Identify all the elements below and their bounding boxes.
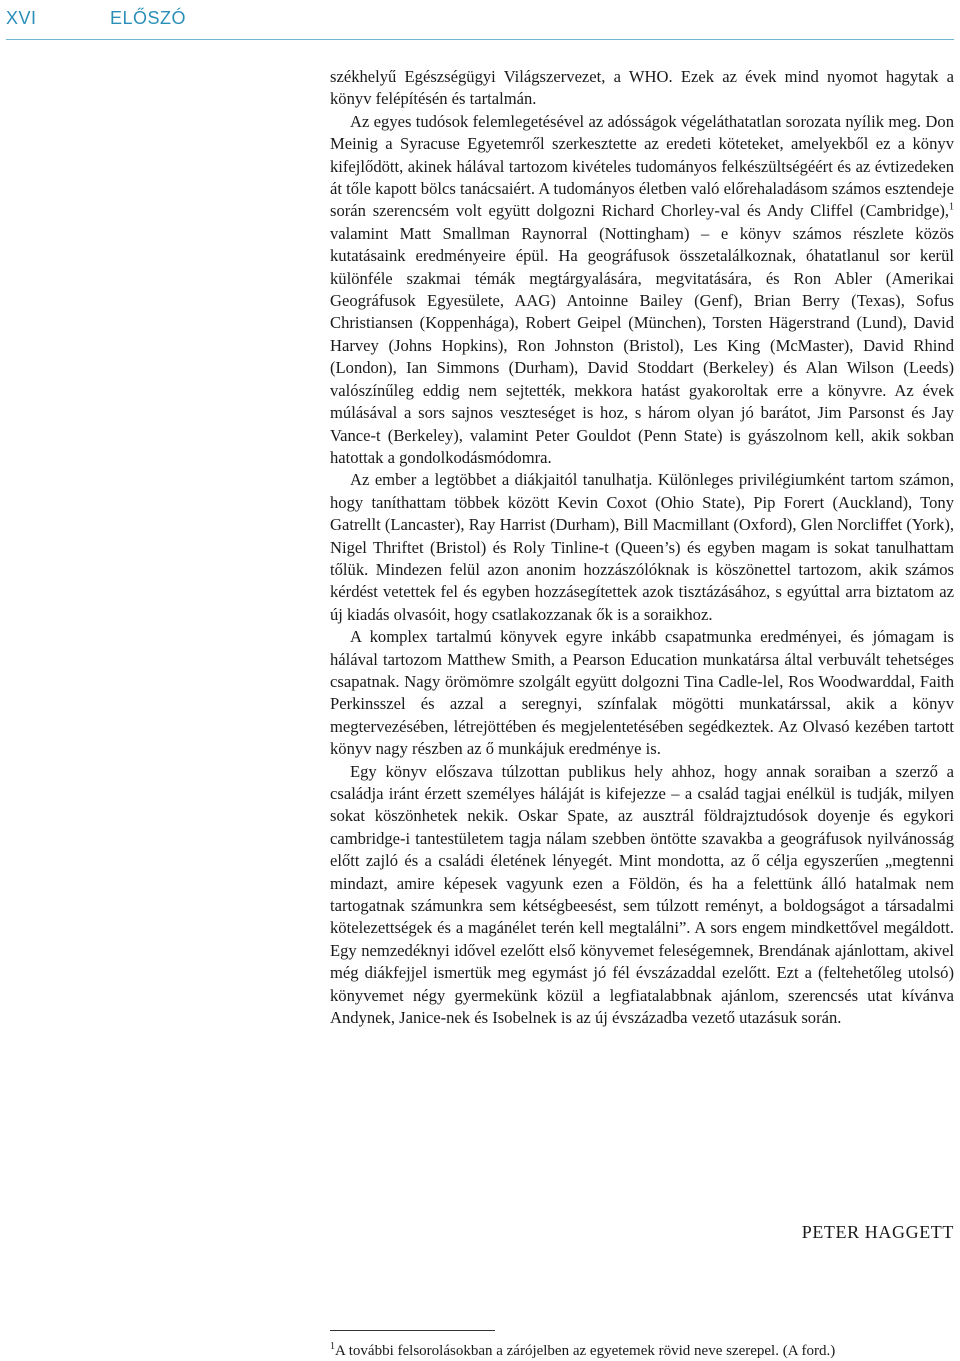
page-number: XVI (6, 8, 37, 28)
body-text (330, 66, 954, 1029)
footnote (330, 1337, 954, 1361)
paragraph-2-part-1: Az egyes tudósok felemlegetésével az adósságok végeláthatatlan sorozata nyílik meg. Don Meinig a Syracuse Egyetemről szerkesztette az eredeti köteteket, amelyekből ez a könyv kifejlődött, akinek hálával tartozom kivételes tudományos felkészültségéért és az évtizedeken át tőle kapott bölcs tanácsaiért. A tudományos életben való előrehaladásom számos esztendeje során szerencsém volt együtt dolgozni Richard Chorley-val és Andy Cliffel (Cambridge), (330, 111, 954, 221)
paragraph-2-part-2: valamint Matt Smallman Raynorral (Nottingham) – e könyv számos részlete közös kutatásaink eredményeire épül. Ha geográfusok összetalálkoznak, óhatatlanul sor kerül különféle szakmai témák megtárgyalására, megvitatására, és Ron Abler (Amerikai Geográfusok Egyesülete, AAG) Antoinne Bailey (Genf), Brian Berry (Texas), Sofus Christiansen (Koppenhága), Robert Geipel (München), Torsten Hägerstrand (Lund), David Harvey (Johns Hopkins), Ron Johnston (Bristol), Les King (McMaster), David Rhind (London), Ian Simmons (Durham), David Stoddart (Berkeley) és Alan Wilson (Leeds) valószínűleg eddig nem sejtették, mekkora hatást gyakoroltak erre a könyvre. Az évek múlásával a sors sajnos veszteséget is hoz, s három olyan jó barátot, Jim Parsonst és Jay Vance-t (Berkeley), valamint Peter Gouldot (Penn State) is gyászolnom kell, akik sokban hatottak a gondolkodásmódomra. (330, 223, 954, 467)
author-signature: PETER HAGGETT (801, 1222, 954, 1242)
paragraph-1: székhelyű Egészségügyi Világszervezet, a WHO. Ezek az évek mind nyomot hagytak a könyv felépítésén és tartalmán. (330, 67, 954, 109)
running-head (0, 8, 960, 40)
header-rule (6, 39, 954, 40)
footnote-marker: 1 (330, 1341, 335, 1352)
paragraph-3: Az ember a legtöbbet a diákjaitól tanulhatja. Különleges privilégiumként tartom számon, hogy taníthattam többek között Kevin Coxot (Ohio State), Pip Forert (Auckland), Tony Gatrellt (Lancaster), Ray Harrist (Durham), Bill Macmillant (Oxford), Glen Norcliffet (York), Nigel Thriftet (Bristol) és Roly Tinline-t (Queen’s) és egyben magam is sokat tanulhattam tőlük. Mindezen felül azon anonim hozzászólóknak is köszönettel tartozom, akik számos kérdést vetettek fel és egyben hozzásegítettek azok tisztázásához, s egyúttal arra biztatom az új kiadás olvasóit, hogy csatlakozzanak ők is a soraikhoz. (330, 470, 954, 624)
paragraph-2 (330, 111, 954, 470)
paragraph-5: Egy könyv előszava túlzottan publikus hely ahhoz, hogy annak soraiban a szerző a családja iránt érzett személyes háláját is kifejezze – a család tagjai enélkül is tudják, milyen sokat köszönhetek nekik. Oskar Spate, az ausztrál földrajztudósok doyenje és egykori cambridge-i tantestületem tagja nálam szebben öntötte szavakba a geográfusok nyilvánosság előtt zajló és a családi életének lényegét. Mint mondotta, az ő célja egyszerűen „megtenni mindazt, amire képesek vagyunk ezen a Földön, és ha a felettünk álló hatalmak nem tartogatnak számunkra sem kétségbeesést, sem túlzott reményt, a boldogságot a társadalmi kötelezettségek és a magánélet terén kell megtalálni”. A sors engem mindkettővel megáldott. Egy nemzedéknyi idővel ezelőtt első könyvemet feleségemnek, Brendának ajánlottam, akivel még diákfejjel ismertük meg egymást jó fél évszázaddal ezelőtt. Ezt a (feltehetőleg utolsó) könyvemet négy gyermekünk közül a legfiatalabbnak ajánlom, szerencsés utat kívánva Andynek, Janice-nek és Isobelnek is az új évszázadba vezető utazásuk során. (330, 761, 954, 1028)
footnote-rule (330, 1330, 495, 1331)
footnote-reference: 1 (949, 201, 954, 213)
paragraph-4: A komplex tartalmú könyvek egyre inkább csapatmunka eredményei, és jómagam is hálával tartozom Matthew Smith, a Pearson Education munkatársa által verbuvált tehetséges csapatnak. Nagy örömömre szolgált együtt dolgozni Tina Cadle-lel, Ros Woodwarddal, Faith Perkinsszel és azzal a seregnyi, színfalak mögötti munkatárssal, akik a könyv megtervezésében, létrejöttében és megjelentetésében segédkeztek. Az Olvasó kezében tartott könyv nagy részben az ő munkájuk eredménye is. (330, 627, 954, 759)
section-title: ELŐSZÓ (110, 8, 187, 28)
footnote-text: A további felsorolásokban a zárójelben az egyetemek rövid neve szerepel. (A ford.) (335, 1343, 836, 1359)
